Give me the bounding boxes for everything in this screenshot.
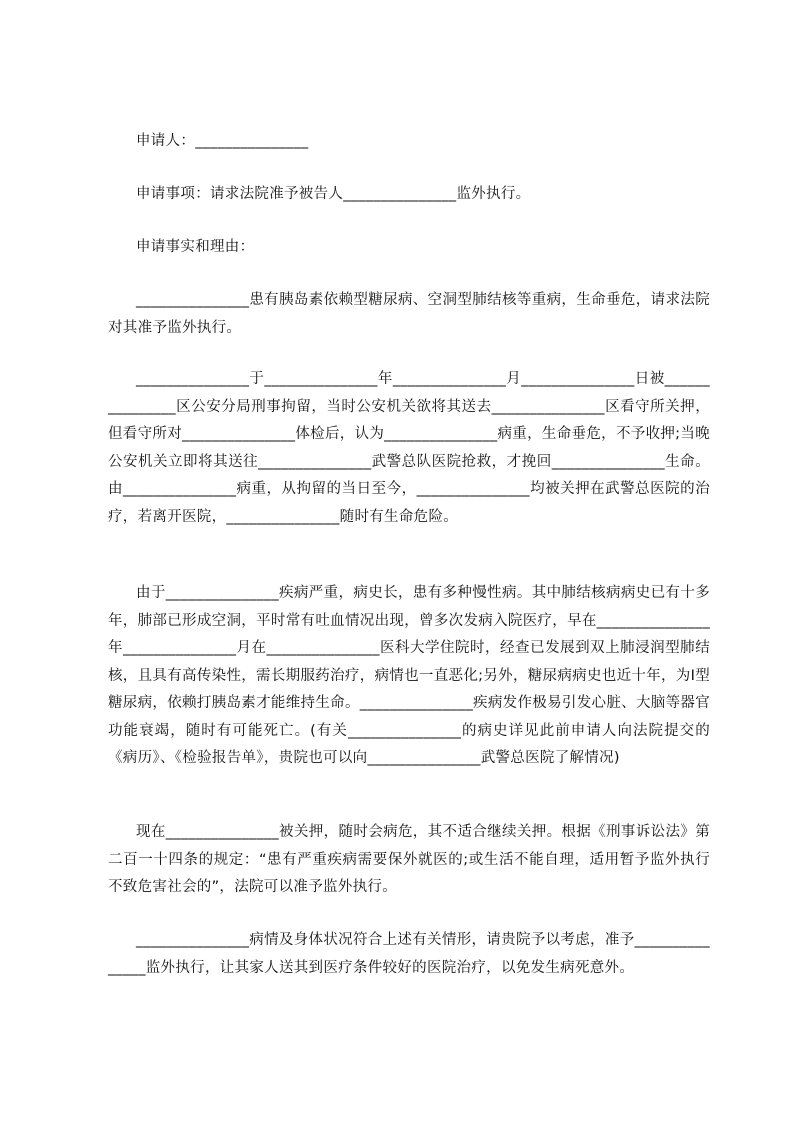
request-line: 申请事项：请求法院准予被告人_______________监外执行。 [136,186,531,202]
facts-heading: 申请事实和理由： [136,239,255,255]
applicant-line: 申请人：_______________ [136,133,309,149]
paragraph-request-conclusion: _______________病情及身体状况符合上述有关情形，请贵院予以考虑，准予_______________监外执行，让其家人送其到医疗条件较好的医院治疗，以免发生病死意外。 [108,932,710,976]
paragraph-detention: _______________于_______________年_______________月_______________日被_______________区公安分局刑事拘留，当时公安机关欲将其送去_______________区看守所关押，但看守所对_______________体检后，认为_______________病重，生命垂危，不予收押;当晚公安机关立即将其送往_______________武警总队医院抢救，才挽回_______________生命。由_______________病重，从拘留的当日至今，_______________均被关押在武警总医院的治疗，若离开医院，_______________随时有生命危险。 [108,371,710,525]
paragraph-diagnosis: _______________患有胰岛素依赖型糖尿病、空洞型肺结核等重病，生命垂危，请求法院对其准予监外执行。 [108,292,710,336]
paragraph-legal-basis: 现在_______________被关押，随时会病危，其不适合继续关押。根据《刑事诉讼法》第二百一十四条的规定：“患有严重疾病需要保外就医的;或生活不能自理，适用暂予监外执行不致危害社会的”，法院可以准予监外执行。 [108,824,710,895]
paragraph-medical-history: 由于_______________疾病严重，病史长，患有多种慢性病。其中肺结核病病史已有十多年，肺部已形成空洞，平时常有吐血情况出现，曾多次发病入院医疗，早在_______________年_______________月在_______________医科大学住院时，经查已发展到双上肺浸润型肺结核，且具有高传染性，需长期服药治疗，病情也一直恶化;另外，糖尿病病史也近十年，为Ⅰ型糖尿病，依赖打胰岛素才能维持生命。_______________疾病发作极易引发心脏、大脑等器官功能衰竭，随时有可能死亡。(有关_______________的病史详见此前申请人向法院提交的《病历》、《检验报告单》，贵院也可以向_______________武警总医院了解情况) [108,585,710,766]
